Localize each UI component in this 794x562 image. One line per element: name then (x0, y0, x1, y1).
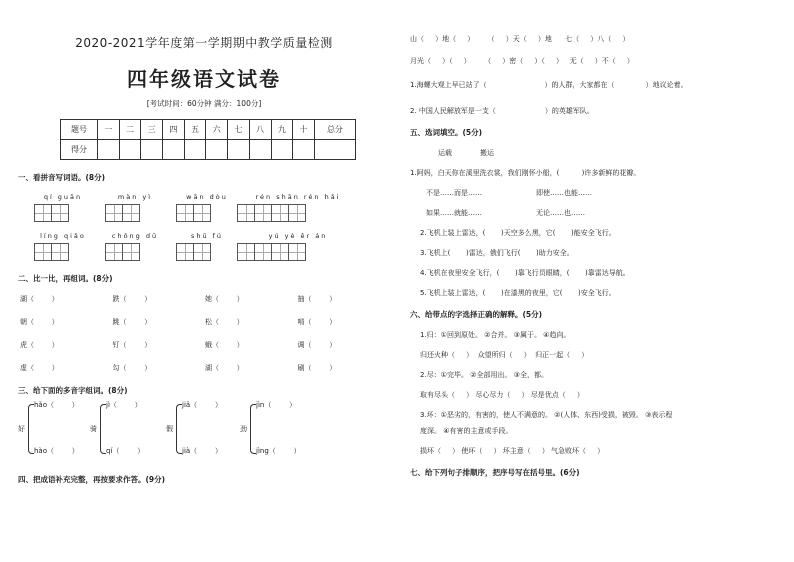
compare-word[interactable]: 跳（ ） (112, 318, 152, 326)
polyphone-reading[interactable]: jìn（ ） (256, 401, 297, 409)
conjunction-pair-row (410, 208, 782, 218)
score-col: 三 (141, 120, 163, 140)
compare-word[interactable]: 啃（ ） (297, 318, 337, 326)
polyphone-char: 假 (166, 425, 173, 433)
writing-boxes-row-2 (18, 243, 390, 261)
polyphone-reading[interactable]: jià（ ） (182, 447, 222, 455)
score-cell[interactable] (271, 140, 293, 160)
word-option: 搬运 (480, 149, 494, 157)
compare-word[interactable]: 调（ ） (297, 341, 337, 349)
compare-word[interactable]: 蛾（ ） (205, 341, 244, 349)
pinyin-row-1 (18, 193, 390, 201)
right-page (410, 0, 782, 562)
score-cell[interactable] (228, 140, 250, 160)
fill-question-1[interactable]: 1.阿妈，白天你在溪里洗衣裳，我们刚怀小船，( )许多新鲜的花瓣。 (410, 169, 641, 177)
score-col-total: 总分 (314, 120, 355, 140)
meaning-answers-2[interactable]: 取有尽头（ ） 尽心尽力（ ） 尽是优点（ ） (420, 391, 584, 399)
section-6-title: 六、给带点的字选择正确的解释。(5分) (410, 310, 543, 319)
compare-word[interactable]: 湖（ ） (20, 295, 59, 303)
conjunction-pair: 如果……就能…… (426, 209, 482, 217)
word-box[interactable] (237, 204, 306, 222)
compare-word[interactable]: 刷（ ） (297, 364, 337, 372)
score-table (60, 119, 356, 160)
score-col: 二 (119, 120, 141, 140)
pinyin: yú yè ěr án (268, 232, 328, 240)
score-col: 五 (184, 120, 206, 140)
polyphone-reading[interactable]: hǎo（ ） (34, 401, 79, 409)
conjunction-pair: 不是……而是…… (426, 189, 482, 197)
score-col: 八 (249, 120, 271, 140)
score-col: 六 (206, 120, 228, 140)
score-cell[interactable] (206, 140, 228, 160)
score-header-row (61, 120, 356, 140)
compare-word[interactable]: 钉（ ） (112, 341, 152, 349)
word-box[interactable] (105, 204, 140, 222)
polyphone-char: 劲 (240, 425, 247, 433)
pinyin: shū fú (190, 232, 224, 240)
polyphone-char: 骑 (90, 425, 97, 433)
score-cell[interactable] (119, 140, 141, 160)
word-option: 运载 (438, 149, 452, 157)
word-box[interactable] (34, 204, 69, 222)
fill-question-2[interactable]: 2.飞机上装上雷达，( )天空多么黑，它( )能安全飞行。 (420, 229, 616, 237)
exam-title: 2020-2021学年度第一学期期中教学质量检测 (75, 36, 333, 50)
pinyin: rén shān rén hǎi (255, 193, 341, 201)
word-box[interactable] (176, 204, 211, 222)
idiom-question-1[interactable]: 1.海螺大观上早已站了（ ）的人群，大家都在（ ）地议论着。 (410, 81, 688, 89)
compare-word[interactable]: 虎（ ） (20, 341, 59, 349)
score-cell[interactable] (249, 140, 271, 160)
polyphone-reading[interactable]: jì（ ） (106, 401, 142, 409)
score-row (61, 140, 356, 160)
compare-word[interactable]: 她（ ） (205, 295, 244, 303)
score-cell[interactable] (314, 140, 355, 160)
pinyin-row-2 (18, 232, 390, 240)
word-box[interactable] (105, 243, 140, 261)
main-title: 四年级语文试卷 (127, 67, 281, 91)
pinyin: líng qiǎo (40, 232, 86, 240)
polyphone-reading[interactable]: hào（ ） (34, 447, 79, 455)
compare-word[interactable]: 虚（ ） (20, 364, 59, 372)
score-col: 十 (293, 120, 315, 140)
compare-word[interactable]: 抽（ ） (297, 295, 337, 303)
left-page (18, 0, 390, 562)
compare-words-grid (18, 294, 390, 373)
meaning-answers-1[interactable]: 归还火种（ ） 众望所归（ ） 归正一起（ ） (420, 351, 589, 359)
compare-word[interactable]: 跌（ ） (112, 295, 152, 303)
idiom-question-2[interactable]: 2. 中国人民解放军是一支（ ）的英雄军队。 (410, 107, 594, 115)
section-1-title: 一、看拼音写词语。(8分) (18, 173, 106, 182)
section-5-title: 五、选词填空。(5分) (410, 128, 483, 137)
polyphone-item (240, 400, 330, 460)
section-4-title: 四、把成语补充完整，再按要求作答。(9分) (18, 475, 166, 484)
idiom-line-1[interactable]: 山（ ）地（ ） （ ）天（ ）地 七（ ）八（ ） (410, 35, 630, 43)
word-box[interactable] (34, 243, 69, 261)
pinyin: chōng dū (111, 232, 159, 240)
score-row-label: 得分 (61, 140, 98, 160)
score-col: 一 (98, 120, 120, 140)
compare-word[interactable]: 湖（ ） (205, 364, 244, 372)
section-2-title: 二、比一比，再组词。(8分) (18, 274, 113, 283)
meaning-question-1: 1.归：①回到原处。 ②合并。 ③属于。 ④趋向。 (420, 331, 571, 339)
score-header-label: 题号 (61, 120, 98, 140)
meaning-question-3-cont: 度深。 ④有害的主意或手段。 (420, 427, 513, 435)
fill-question-5[interactable]: 5.飞机上装上雷达，( )在漆黑的夜里，它( )安全飞行。 (420, 289, 616, 297)
meaning-question-2: 2.尽：①完毕。 ②全部用出。 ③全，都。 (420, 371, 548, 379)
pinyin: qí guān (43, 193, 83, 201)
score-col: 七 (228, 120, 250, 140)
score-cell[interactable] (293, 140, 315, 160)
polyphone-group (18, 400, 390, 460)
polyphone-reading[interactable]: jiǎ（ ） (182, 401, 222, 409)
word-box[interactable] (237, 243, 306, 261)
writing-boxes-row-1 (18, 204, 390, 222)
compare-word[interactable]: 朝（ ） (20, 318, 59, 326)
score-cell[interactable] (98, 140, 120, 160)
score-cell[interactable] (184, 140, 206, 160)
polyphone-reading[interactable]: qí（ ） (106, 447, 145, 455)
conjunction-pair: 无论……也…… (536, 209, 585, 217)
score-col: 四 (163, 120, 185, 140)
conjunction-pair-row (410, 188, 782, 198)
fill-question-3[interactable]: 3.飞机上( )雷达，俄们飞行( )助力安全。 (420, 249, 574, 257)
exam-info: [考试时间：60分钟 满分：100分] (146, 99, 262, 108)
idiom-line-2[interactable]: 月光（ ）（ ） （ ）密（ ）（ ） 无（ ）不（ ） (410, 57, 634, 65)
score-cell[interactable] (141, 140, 163, 160)
conjunction-pair: 即使……也能…… (536, 189, 592, 197)
meaning-answers-3[interactable]: 损坏（ ） 使坏（ ） 坏主意（ ） 气急败坏（ ） (420, 447, 605, 455)
word-box[interactable] (176, 243, 211, 261)
fill-question-4[interactable]: 4.飞机在夜里安全飞行，( )靠飞行员眼睛，( )靠雷达导航。 (420, 269, 630, 277)
section-3-title: 三、给下面的多音字组词。(8分) (18, 386, 128, 395)
meaning-question-3: 3.坏：①恶劣的，有害的，使人不满意的。 ②(人体、东西)受损，被毁。 ③表示程 (420, 411, 673, 419)
compare-word[interactable]: 松（ ） (205, 318, 244, 326)
pinyin: wān dòu (186, 193, 228, 201)
polyphone-reading[interactable]: jìng（ ） (256, 447, 301, 455)
word-options (410, 148, 782, 158)
pinyin: màn yì (117, 193, 153, 201)
score-col: 九 (271, 120, 293, 140)
score-cell[interactable] (163, 140, 185, 160)
section-7-title: 七、给下列句子排顺序，把序号写在括号里。(6分) (410, 468, 580, 477)
compare-word[interactable]: 勾（ ） (112, 364, 152, 372)
polyphone-char: 好 (18, 425, 25, 433)
